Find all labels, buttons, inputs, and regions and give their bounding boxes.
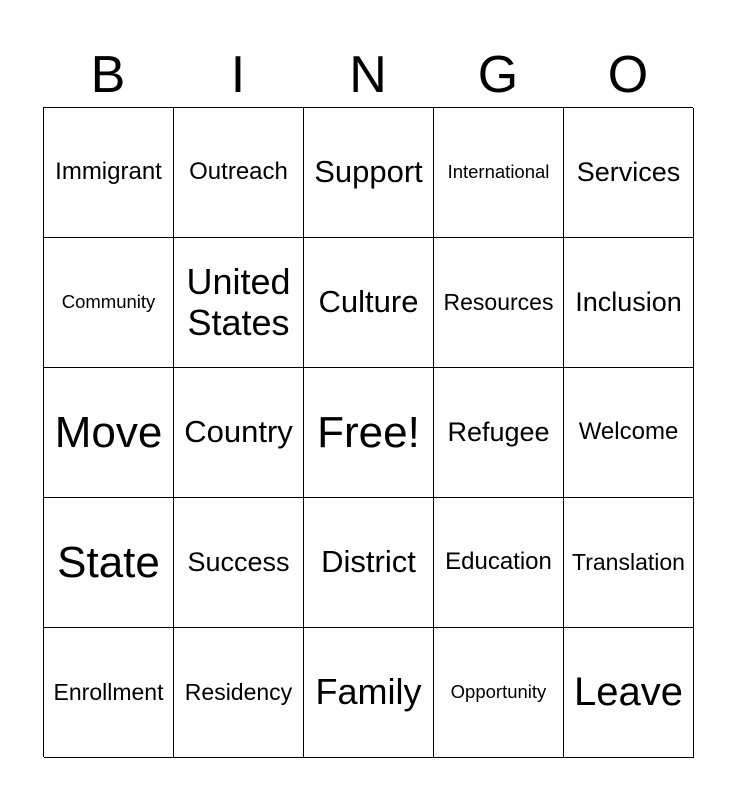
bingo-cell-r4-c2[interactable]: Success <box>174 498 304 628</box>
bingo-cell-r5-c5[interactable]: Leave <box>564 628 694 758</box>
bingo-cell-r1-c1[interactable]: Immigrant <box>44 108 174 238</box>
bingo-cell-free[interactable]: Free! <box>304 368 434 498</box>
bingo-header <box>43 44 693 106</box>
bingo-cell-r2-c5[interactable]: Inclusion <box>564 238 694 368</box>
header-letter-b: B <box>90 46 126 104</box>
bingo-cell-r1-c4[interactable]: International <box>434 108 564 238</box>
bingo-cell-r2-c4[interactable]: Resources <box>434 238 564 368</box>
bingo-cell-r3-c4[interactable]: Refugee <box>434 368 564 498</box>
bingo-cell-r4-c1[interactable]: State <box>44 498 174 628</box>
bingo-cell-r5-c3[interactable]: Family <box>304 628 434 758</box>
header-letter-g: G <box>477 46 519 104</box>
bingo-cell-r2-c3[interactable]: Culture <box>304 238 434 368</box>
bingo-cell-r4-c4[interactable]: Education <box>434 498 564 628</box>
bingo-cell-r5-c4[interactable]: Opportunity <box>434 628 564 758</box>
bingo-cell-r5-c2[interactable]: Residency <box>174 628 304 758</box>
header-letter-i: I <box>230 46 246 104</box>
bingo-cell-r1-c2[interactable]: Outreach <box>174 108 304 238</box>
bingo-cell-r1-c3[interactable]: Support <box>304 108 434 238</box>
bingo-cell-r4-c3[interactable]: District <box>304 498 434 628</box>
header-letter-o: O <box>607 46 649 104</box>
bingo-cell-r5-c1[interactable]: Enrollment <box>44 628 174 758</box>
bingo-cell-r2-c2[interactable]: United States <box>174 238 304 368</box>
bingo-grid <box>43 107 693 757</box>
bingo-cell-r3-c1[interactable]: Move <box>44 368 174 498</box>
bingo-cell-r4-c5[interactable]: Translation <box>564 498 694 628</box>
bingo-cell-r1-c5[interactable]: Services <box>564 108 694 238</box>
bingo-cell-r3-c5[interactable]: Welcome <box>564 368 694 498</box>
bingo-cell-r3-c2[interactable]: Country <box>174 368 304 498</box>
header-letter-n: N <box>349 46 387 104</box>
bingo-cell-r2-c1[interactable]: Community <box>44 238 174 368</box>
